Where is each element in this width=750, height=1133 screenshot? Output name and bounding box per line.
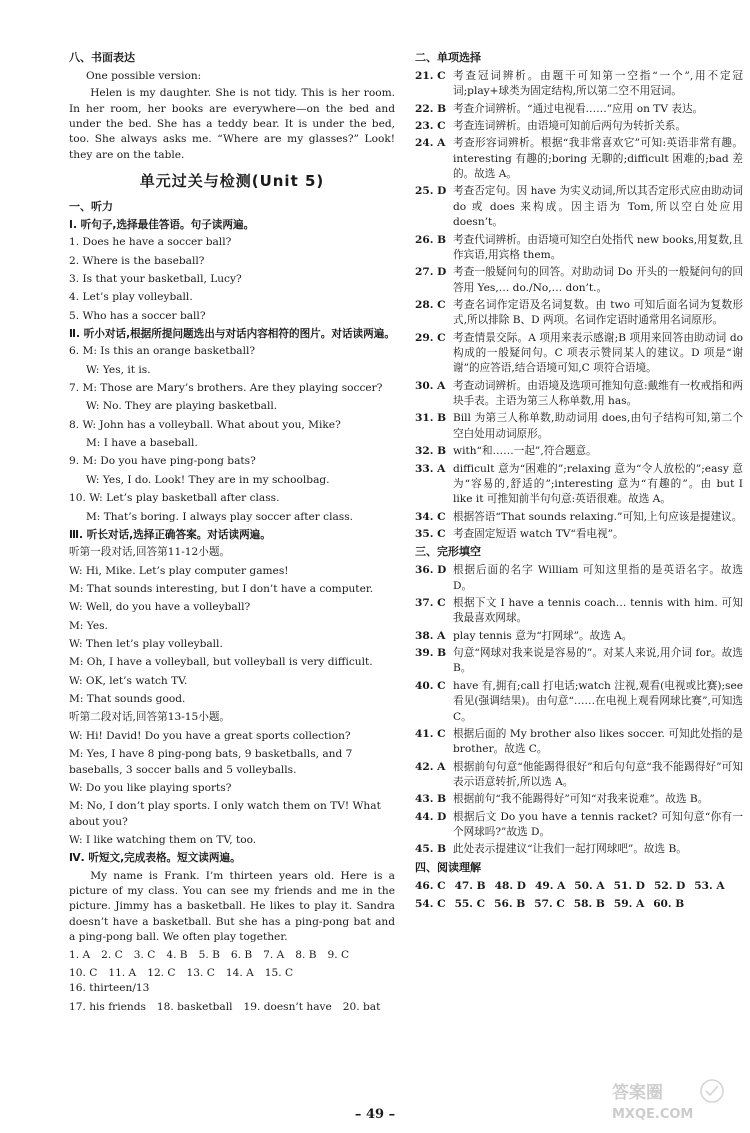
choice-list xyxy=(415,69,743,542)
answer-number: 29. C xyxy=(415,331,446,344)
answer-number: 42. A xyxy=(415,760,446,773)
answer-key: 19. doesn’t have xyxy=(243,1000,332,1013)
answer-item xyxy=(415,646,743,677)
answer-explanation: 考查连词辨析。由语境可知前后两句为转折关系。 xyxy=(453,120,687,133)
answer-key: 7. A xyxy=(263,948,285,961)
answer-key: 56. B xyxy=(494,898,526,911)
svg-text:答案圈: 答案圈 xyxy=(612,1083,663,1103)
dialogue-line: 10. W: Let’s play basketball after class. xyxy=(69,492,280,505)
answer-key: 48. D xyxy=(494,879,526,892)
answer-explanation: 句意“网球对我来说是容易的”。对某人来说,用介词 for。故选 B。 xyxy=(453,647,743,675)
answer-explanation: 考查一般疑问句的回答。对助动词 Do 开头的一般疑问句的回答用 Yes,… do./No,… don’t.。 xyxy=(453,266,743,294)
answer-key: 9. C xyxy=(327,948,350,961)
answer-explanation: 根据答语“That sounds relaxing.”可知,上句应该是提建议。 xyxy=(453,510,743,523)
page-number: – 49 – xyxy=(354,1107,396,1122)
dialogue-line: W: Well, do you have a volleyball? xyxy=(69,601,251,614)
dialogue-line: 8. W: John has a volleyball. What about you, Mike? xyxy=(69,418,341,431)
answer-key: 15. C xyxy=(264,966,294,979)
writing-heading: 八、书面表达 xyxy=(69,51,135,64)
part3-list xyxy=(69,545,395,848)
dialogue-line: 6. M: Is this an orange basketball? xyxy=(69,345,256,358)
answer-item xyxy=(415,462,743,508)
answer-item xyxy=(415,629,743,644)
answer-key: 46. C xyxy=(415,879,446,892)
answer-item xyxy=(415,102,743,117)
answer-explanation: Bill 为第三人称单数,助动词用 does,由句子结构可知,第二个空白处用动词原形。 xyxy=(453,412,743,440)
dialogue-line: 听第一段对话,回答第11-12小题。 xyxy=(69,546,231,559)
answer-number: 23. C xyxy=(415,120,446,133)
answer-item xyxy=(415,411,743,442)
answer-explanation: 考查动词辨析。由语境及选项可推知句意:戴维有一枚戒指和两块手表。主语为第三人称单数,用 has。 xyxy=(453,379,743,408)
answer-explanation: 此处表示提建议“让我们一起打网球吧”。故选 B。 xyxy=(453,843,687,856)
answer-item xyxy=(415,331,743,377)
answer-number: 43. B xyxy=(415,793,447,806)
answer-number: 37. C xyxy=(415,597,446,610)
answer-number: 45. B xyxy=(415,843,447,856)
answer-explanation: play tennis 意为“打网球”。故选 A。 xyxy=(453,629,633,642)
answer-item xyxy=(415,760,743,791)
dialogue-line: 9. M: Do you have ping-pong bats? xyxy=(69,455,256,468)
part2-list xyxy=(69,344,395,525)
answer-explanation: 根据前句“我不能踢得好”可知“对我来说难”。故选 B。 xyxy=(453,793,709,806)
dialogue-line: W: I like watching them on TV, too. xyxy=(69,834,257,846)
reading-row xyxy=(415,879,743,894)
dialogue-line: W: OK, let’s watch TV. xyxy=(69,674,188,687)
dialogue-line: W: Yes, I do. Look! They are in my schoolbag. xyxy=(85,473,330,486)
answer-number: 24. A xyxy=(415,137,446,150)
answer-explanation: have 有,拥有;call 打电话;watch 注视,观看(电视或比赛);see 看见(强调结果)。由句意“……在电视上观看网球比赛”,可知选 C。 xyxy=(453,679,743,723)
reading-heading: 四、阅读理解 xyxy=(415,860,481,874)
answer-key: 6. B xyxy=(230,948,253,961)
answer-number: 36. D xyxy=(415,564,447,577)
svg-text:MXQE.COM: MXQE.COM xyxy=(612,1107,694,1122)
cloze-heading: 三、完形填空 xyxy=(415,545,481,559)
list-item: 3. Is that your basketball, Lucy? xyxy=(69,272,242,285)
answer-key: 59. A xyxy=(613,898,645,911)
answer-item xyxy=(415,444,743,459)
answer-row xyxy=(69,966,395,997)
part4-passage: My name is Frank. I’m thirteen years old. Here is a picture of my class. You can see my friends and me in the picture. Jimmy has a basketball. He likes to play it. Sandra doesn’t have a basketball. But she has a ping-pong bat and a ping-pong ball. We often play together. xyxy=(69,869,395,944)
answer-key: 55. C xyxy=(454,898,486,911)
answer-explanation: 根据前句句意“他能踢得很好”和后句句意“我不能踢得好”可知表示语意转折,所以选 A。 xyxy=(453,760,743,788)
answer-key: 53. A xyxy=(694,879,725,892)
answer-number: 33. A xyxy=(415,462,446,475)
answer-key: 1. A xyxy=(69,948,91,961)
part1-list xyxy=(69,235,395,324)
dialogue-line: W: Yes, it is. xyxy=(85,363,151,376)
dialogue-line: M: I have a baseball. xyxy=(85,437,198,450)
answer-explanation: 考查情景交际。A 项用来表示感谢;B 项用来回答由助动词 do 构成的一般疑问句。C 项表示赞同某人的建议。D 项是“谢谢”的应答语,结合语境可知,C 项符合语境。 xyxy=(453,331,743,375)
answer-number: 26. B xyxy=(415,233,447,246)
answer-explanation: 根据后面的名字 William 可知这里指的是英语名字。故选 D。 xyxy=(453,564,743,592)
dialogue-line: M: Oh, I have a volleyball, but volleyball is very difficult. xyxy=(69,656,373,669)
answer-number: 25. D xyxy=(415,185,447,198)
list-item: 4. Let’s play volleyball. xyxy=(69,291,193,304)
answer-item xyxy=(415,119,743,134)
left-column xyxy=(69,48,395,1018)
answer-item xyxy=(415,679,743,725)
answer-key: 5. B xyxy=(198,948,220,961)
answer-explanation: 考查形容词辨析。根据“我非常喜欢它”可知:英语非常有趣。interesting 有趣的;boring 无聊的;difficult 困难的;bad 差的。故选 A。 xyxy=(453,137,743,181)
dialogue-line: M: That’s boring. I always play soccer after class. xyxy=(85,510,354,523)
answer-item xyxy=(415,842,743,857)
answer-row xyxy=(69,948,395,963)
dialogue-line: M: That sounds good. xyxy=(69,693,186,706)
answer-key: 3. C xyxy=(133,948,156,961)
answer-key: 54. C xyxy=(415,898,446,911)
dialogue-line: W: No. They are playing basketball. xyxy=(85,400,278,413)
answer-explanation: 考查否定句。因 have 为实义动词,所以其否定形式应由助动词 do 或 does 来构成。因主语为 Tom,所以空白处应用 doesn’t。 xyxy=(453,185,743,229)
answer-number: 22. B xyxy=(415,102,447,115)
answer-number: 38. A xyxy=(415,629,446,642)
answer-key: 51. D xyxy=(613,879,645,892)
list-item: 1. Does he have a soccer ball? xyxy=(69,236,232,249)
answer-key: 47. B xyxy=(454,879,486,892)
answer-key: 20. bat xyxy=(342,1000,381,1013)
answer-key: 52. D xyxy=(653,879,686,892)
answer-item xyxy=(415,265,743,296)
answer-number: 32. B xyxy=(415,445,447,458)
answer-key: 11. A xyxy=(108,966,137,979)
answer-explanation: 考查冠词辨析。由题干可知第一空指“一个”,用不定冠词;play+球类为固定结构,所以第二空不用冠词。 xyxy=(453,69,743,98)
answer-item xyxy=(415,727,743,758)
answer-number: 28. C xyxy=(415,298,446,311)
dialogue-line: M: Yes, I have 8 ping-pong bats, 9 basketballs, and 7 baseballs, 3 soccer balls and 5 volleyballs. xyxy=(69,748,353,776)
answer-explanation: 根据后文 Do you have a tennis racket? 可知句意“你有一个网球吗?”故选 D。 xyxy=(453,810,743,839)
dialogue-line: M: Yes. xyxy=(69,619,108,632)
answer-explanation: 根据后面的 My brother also likes soccer. 可知此处指的是 brother。故选 C。 xyxy=(453,727,743,756)
dialogue-line: W: Then let’s play volleyball. xyxy=(69,638,223,651)
dialogue-line: W: Hi! David! Do you have a great sports collection? xyxy=(69,729,351,742)
choice-heading: 二、单项选择 xyxy=(415,51,481,64)
answer-number: 39. B xyxy=(415,647,447,660)
list-item: 2. Where is the baseball? xyxy=(69,254,205,267)
answer-explanation: 考查代词辨析。由语境可知空白处指代 new books,用复数,且作宾语,用宾格 them。 xyxy=(453,233,743,261)
answer-item xyxy=(415,136,743,182)
answer-item xyxy=(415,69,743,100)
answer-number: 41. C xyxy=(415,727,446,740)
right-column xyxy=(415,48,743,915)
answer-item xyxy=(415,184,743,230)
part2-heading: Ⅱ. 听小对话,根据所提问题选出与对话内容相符的图片。对话读两遍。 xyxy=(69,327,395,340)
answer-item xyxy=(415,563,743,594)
listening-heading: 一、听力 xyxy=(69,199,113,213)
answer-number: 31. B xyxy=(415,412,447,425)
answer-item xyxy=(415,527,743,542)
answer-key: 2. C xyxy=(101,948,123,961)
answer-number: 44. D xyxy=(415,810,447,823)
part4-heading: Ⅳ. 听短文,完成表格。短文读两遍。 xyxy=(69,852,241,865)
dialogue-line: W: Do you like playing sports? xyxy=(69,781,232,794)
answer-explanation: with“和……一起”,符合题意。 xyxy=(453,445,597,458)
answer-number: 21. C xyxy=(415,69,446,82)
writing-body: Helen is my daughter. She is not tidy. This is her room. In her room, her books are everywhere—on the bed and under the bed. She has a teddy bear. It is under the bed, too. She always asks me. “Where are my glasses?” Look! they are on the table. xyxy=(69,87,395,161)
answer-item xyxy=(415,596,743,627)
answer-number: 40. C xyxy=(415,679,446,692)
answer-key: 18. basketball xyxy=(156,1000,233,1013)
answer-key: 14. A xyxy=(225,966,254,979)
cloze-list xyxy=(415,563,743,857)
answer-explanation: 考查介词辨析。“通过电视看……”应用 on TV 表达。 xyxy=(453,102,704,115)
dialogue-line: M: That sounds interesting, but I don’t have a computer. xyxy=(69,582,374,595)
part1-heading: Ⅰ. 听句子,选择最佳答语。句子读两遍。 xyxy=(69,218,255,231)
answer-item xyxy=(415,298,743,329)
answer-key: 57. C xyxy=(534,898,565,911)
unit-title: 单元过关与检测(Unit 5) xyxy=(139,172,325,191)
answer-number: 30. A xyxy=(415,379,446,392)
answer-item xyxy=(415,810,743,841)
answer-key: 13. C xyxy=(186,966,215,979)
list-item: 5. Who has a soccer ball? xyxy=(69,309,206,322)
answer-key: 16. thirteen/13 xyxy=(69,982,150,995)
answer-explanation: 考查固定短语 watch TV“看电视”。 xyxy=(453,528,624,540)
answer-item xyxy=(415,379,743,410)
answer-item xyxy=(415,233,743,264)
answer-explanation: difficult 意为“困难的”;relaxing 意为“令人放松的”;easy 意为“容易的,舒适的”;interesting 意为“有趣的”。由 but I like it 可推知前半句句意:英语很难。故选 A。 xyxy=(453,462,743,506)
dialogue-line: 7. M: Those are Mary’s brothers. Are they playing soccer? xyxy=(69,382,383,395)
answer-item xyxy=(415,510,743,525)
watermark-logo xyxy=(608,1076,730,1122)
answer-number: 34. C xyxy=(415,510,446,523)
answer-key: 10. C xyxy=(69,966,98,979)
answer-key: 60. B xyxy=(653,898,685,911)
answer-key: 12. C xyxy=(147,966,176,979)
dialogue-line: 听第二段对话,回答第13-15小题。 xyxy=(69,711,231,724)
answer-row xyxy=(69,1000,395,1015)
answer-key: 58. B xyxy=(573,898,605,911)
answer-key: 17. his friends xyxy=(69,1000,146,1013)
writing-intro: One possible version: xyxy=(85,69,202,82)
dialogue-line: W: Hi, Mike. Let’s play computer games! xyxy=(69,564,289,577)
answer-item xyxy=(415,792,743,807)
part3-heading: Ⅲ. 听长对话,选择正确答案。对话读两遍。 xyxy=(69,528,271,541)
answer-number: 27. D xyxy=(415,266,447,279)
reading-row xyxy=(415,897,743,912)
answer-explanation: 根据下文 I have a tennis coach… tennis with him. 可知我最喜欢网球。 xyxy=(453,597,743,625)
answer-explanation: 考查名词作定语及名词复数。由 two 可知后面名词为复数形式,所以排除 B、D 两项。名词作定语时通常用名词原形。 xyxy=(453,298,743,327)
dialogue-line: M: No, I don’t play sports. I only watch them on TV! What about you? xyxy=(69,800,381,828)
answer-key: 49. A xyxy=(534,879,566,892)
answer-key: 4. B xyxy=(166,948,188,961)
answer-number: 35. C xyxy=(415,528,446,540)
answer-key: 50. A xyxy=(574,879,605,892)
answer-key: 8. B xyxy=(295,948,317,961)
